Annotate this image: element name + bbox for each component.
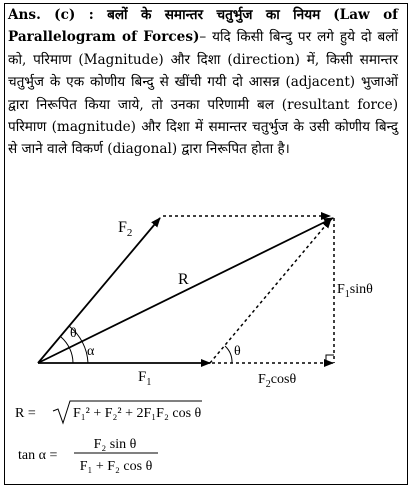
right-angle-mark [326,355,334,363]
dash: – [199,29,207,46]
answer-heading-hindi: बलों के समान्तर चतुर्भुज का नियम [107,7,321,23]
formula-tan-lhs: tan α = [18,448,58,463]
label-f1: $F_1$ [138,369,152,388]
answer-label: Ans. (c) : [8,7,108,23]
formula-r-lhs: R = [15,406,36,421]
label-alpha: α [87,344,95,359]
f2-vector [38,218,160,363]
formula-tan-den: F₁ + F₂ cos θ [79,459,153,474]
formula-tan-num: F₂ sin θ [93,437,137,452]
label-theta-right: θ [234,344,241,359]
label-r: R [178,271,189,288]
label-f2cos: $F_2\cos\theta$ [258,372,297,390]
right-side-dashed [210,219,331,363]
label-theta-left: θ [70,326,77,341]
formula-r-rhs: F₁² + F₂² + 2F₁F₂ cos θ [73,406,202,421]
answer-body: यदि किसी बिन्दु पर लगे हुये दो बलों को, परिमाण (Magnitude) और दिशा (direction) में, किसी समान्तर चतुर्भुज के एक कोणीय बिन्दु से खींची गयी दो आसन्न (adjacent) भुजाओं द्वारा निरूपित किया जाये, तो उनका परिणामी बल (resultant force) परिमाण (magnitude) और दिशा में समान्तर चतुर्भुज के उसी कोणीय बिन्दु से जाने वाले विकर्ण (diagonal) द्वारा निरूपित होता है। [8,29,399,158]
theta-arc-right [225,346,232,363]
label-f1sin: $F_1\sin\theta$ [337,282,373,300]
label-f2: $F_2$ [118,219,133,239]
answer-heading-english: (Law of Parallelogram of Forces) [8,7,398,46]
